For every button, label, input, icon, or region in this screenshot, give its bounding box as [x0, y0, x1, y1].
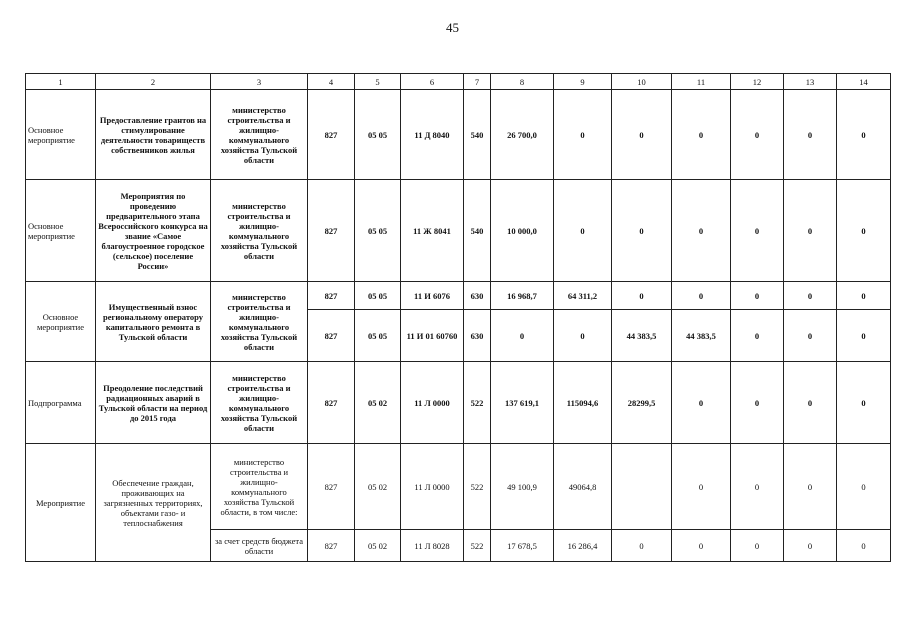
cell: 827 — [308, 310, 355, 362]
row-name: Обеспечение граждан, проживающих на загрязненных территориях, объектами газо- и теплоснабжения — [96, 444, 211, 562]
cell: 0 — [731, 530, 784, 562]
cell: 44 383,5 — [612, 310, 672, 362]
budget-table — [25, 73, 891, 562]
cell: 0 — [784, 282, 837, 310]
row-type: Основное мероприятие — [26, 90, 96, 180]
cell: 05 05 — [355, 310, 401, 362]
cell: 0 — [612, 530, 672, 562]
cell: 0 — [784, 90, 837, 180]
cell: 0 — [554, 180, 612, 282]
cell: 0 — [672, 180, 731, 282]
cell: 17 678,5 — [491, 530, 554, 562]
cell: 0 — [672, 444, 731, 530]
cell: 0 — [731, 310, 784, 362]
header-cell: 5 — [355, 74, 401, 90]
page-number: 45 — [446, 20, 459, 35]
cell: 0 — [672, 362, 731, 444]
row-executor: министерство строительства и жилищно-коммунального хозяйства Тульской области — [211, 282, 308, 362]
cell: 05 02 — [355, 362, 401, 444]
table-row — [26, 90, 891, 180]
row-name: Предоставление грантов на стимулирование деятельности товариществ собственников жилья — [96, 90, 211, 180]
cell: 827 — [308, 90, 355, 180]
cell: 0 — [837, 310, 891, 362]
cell: 49 100,9 — [491, 444, 554, 530]
cell: 49064,8 — [554, 444, 612, 530]
cell: 0 — [784, 444, 837, 530]
header-cell: 11 — [672, 74, 731, 90]
row-type: Подпрограмма — [26, 362, 96, 444]
cell: 0 — [672, 530, 731, 562]
row-executor: министерство строительства и жилищно-коммунального хозяйства Тульской области — [211, 362, 308, 444]
cell: 05 05 — [355, 282, 401, 310]
cell: 0 — [784, 530, 837, 562]
header-cell: 1 — [26, 74, 96, 90]
cell: 11 Д 8040 — [401, 90, 464, 180]
cell: 0 — [612, 90, 672, 180]
cell: 827 — [308, 282, 355, 310]
cell: 10 000,0 — [491, 180, 554, 282]
cell: 522 — [464, 444, 491, 530]
cell: 0 — [837, 530, 891, 562]
row-executor: министерство строительства и жилищно-коммунального хозяйства Тульской области — [211, 180, 308, 282]
row-type: Основное мероприятие — [26, 282, 96, 362]
cell: 630 — [464, 310, 491, 362]
cell: 0 — [731, 180, 784, 282]
table-row — [26, 362, 891, 444]
cell: 05 05 — [355, 180, 401, 282]
row-name: Преодоление последствий радиационных аварий в Тульской области на период до 2015 года — [96, 362, 211, 444]
header-cell: 2 — [96, 74, 211, 90]
cell: 64 311,2 — [554, 282, 612, 310]
row-name: Имущественный взнос региональному оператору капитального ремонта в Тульской области — [96, 282, 211, 362]
cell: 0 — [837, 362, 891, 444]
header-cell: 14 — [837, 74, 891, 90]
table-row — [26, 282, 891, 310]
header-row — [26, 74, 891, 90]
cell: 827 — [308, 362, 355, 444]
cell: 0 — [672, 90, 731, 180]
cell: 827 — [308, 180, 355, 282]
table-row — [26, 444, 891, 530]
cell: 522 — [464, 530, 491, 562]
cell: 0 — [612, 282, 672, 310]
cell: 0 — [837, 444, 891, 530]
cell: 11 Л 0000 — [401, 444, 464, 530]
cell: 05 02 — [355, 530, 401, 562]
cell: 0 — [554, 310, 612, 362]
header-cell: 3 — [211, 74, 308, 90]
header-cell: 6 — [401, 74, 464, 90]
cell: 26 700,0 — [491, 90, 554, 180]
cell: 137 619,1 — [491, 362, 554, 444]
cell: 0 — [731, 444, 784, 530]
cell: 0 — [731, 90, 784, 180]
cell: 0 — [612, 180, 672, 282]
cell: 0 — [554, 90, 612, 180]
cell: 827 — [308, 444, 355, 530]
cell: 0 — [784, 180, 837, 282]
cell: 630 — [464, 282, 491, 310]
table-row — [26, 180, 891, 282]
cell: 11 Ж 8041 — [401, 180, 464, 282]
cell: 11 И 01 60760 — [401, 310, 464, 362]
cell: 0 — [731, 282, 784, 310]
cell: 0 — [731, 362, 784, 444]
cell — [612, 444, 672, 530]
cell: 16 968,7 — [491, 282, 554, 310]
header-cell: 10 — [612, 74, 672, 90]
header-cell: 9 — [554, 74, 612, 90]
cell: 05 05 — [355, 90, 401, 180]
header-cell: 4 — [308, 74, 355, 90]
cell: 0 — [837, 282, 891, 310]
row-executor: министерство строительства и жилищно-коммунального хозяйства Тульской области — [211, 90, 308, 180]
row-name: Мероприятия по проведению предварительного этапа Всероссийского конкурса на звание «Самое благоустроенное городское (сельское) поселение России» — [96, 180, 211, 282]
row-executor: министерство строительства и жилищно-коммунального хозяйства Тульской области, в том числе: — [211, 444, 308, 530]
cell: 0 — [837, 180, 891, 282]
header-cell: 13 — [784, 74, 837, 90]
cell: 540 — [464, 90, 491, 180]
cell: 0 — [784, 362, 837, 444]
cell: 16 286,4 — [554, 530, 612, 562]
cell: 0 — [784, 310, 837, 362]
cell: 11 Л 8028 — [401, 530, 464, 562]
row-type: Мероприятие — [26, 444, 96, 562]
cell: 11 И 6076 — [401, 282, 464, 310]
cell: 827 — [308, 530, 355, 562]
cell: 540 — [464, 180, 491, 282]
cell: 44 383,5 — [672, 310, 731, 362]
cell: 115094,6 — [554, 362, 612, 444]
header-cell: 12 — [731, 74, 784, 90]
header-cell: 8 — [491, 74, 554, 90]
cell: 522 — [464, 362, 491, 444]
cell: 0 — [837, 90, 891, 180]
row-executor: за счет средств бюджета области — [211, 530, 308, 562]
cell: 0 — [672, 282, 731, 310]
cell: 11 Л 0000 — [401, 362, 464, 444]
row-type: Основное мероприятие — [26, 180, 96, 282]
cell: 0 — [491, 310, 554, 362]
header-cell: 7 — [464, 74, 491, 90]
cell: 05 02 — [355, 444, 401, 530]
cell: 28299,5 — [612, 362, 672, 444]
